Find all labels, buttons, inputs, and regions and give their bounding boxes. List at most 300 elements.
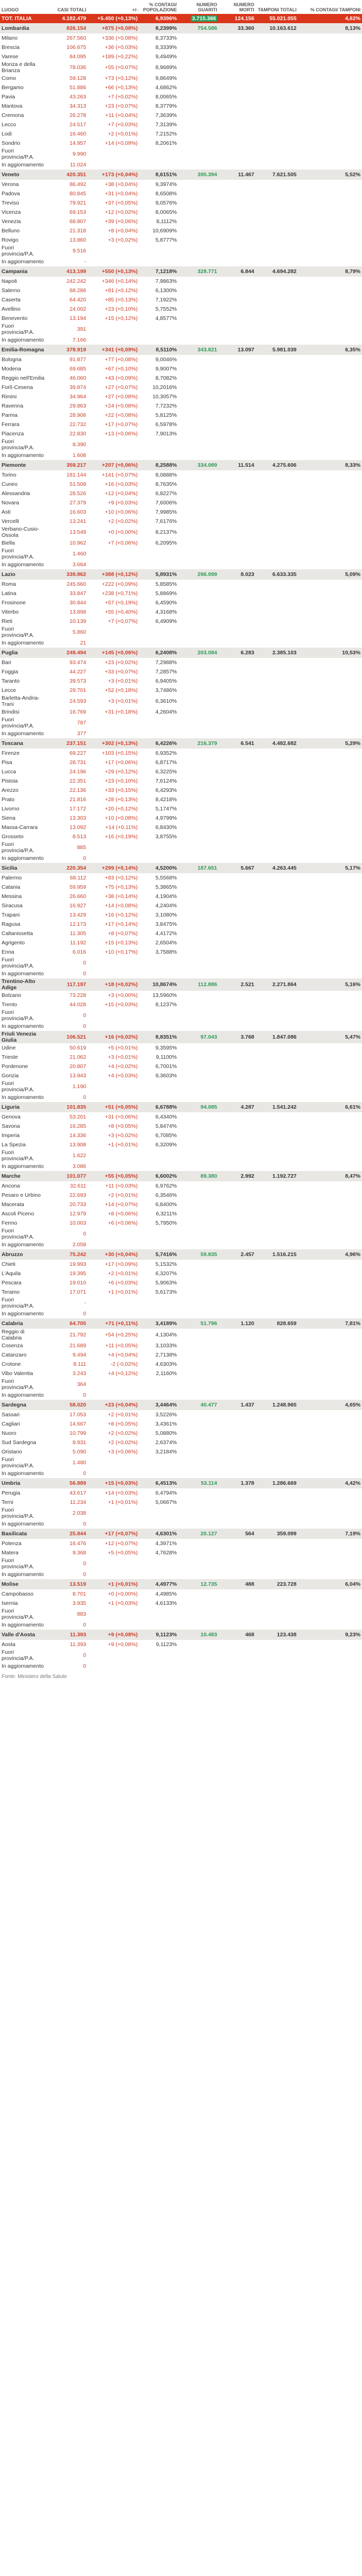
province-ratio [298, 776, 362, 786]
region-row[interactable] [0, 863, 362, 873]
province-row [0, 101, 362, 111]
province-pop: 4,1304% [155, 1332, 177, 1338]
region-row[interactable] [0, 569, 362, 580]
province-pop [139, 245, 178, 257]
province-swabs [256, 1447, 298, 1456]
province-new [88, 1649, 139, 1662]
province-deaths [219, 517, 256, 526]
province-row [0, 1662, 362, 1671]
province-healed [178, 517, 219, 526]
province-ratio [298, 245, 362, 257]
province-healed [178, 920, 219, 929]
province-deaths [219, 420, 256, 429]
province-deaths [219, 1570, 256, 1579]
province-healed [178, 420, 219, 429]
region-row[interactable] [0, 460, 362, 470]
province-cases: 11.393 [70, 1641, 86, 1648]
province-ratio [298, 1080, 362, 1093]
province-ratio [298, 854, 362, 863]
province-ratio [298, 707, 362, 717]
province-new: +14 (+0,11%) [105, 824, 138, 831]
province-name: In aggiornamento [2, 259, 44, 265]
province-row [0, 580, 362, 589]
region-name: Umbria [0, 1478, 47, 1488]
province-new [88, 854, 139, 863]
province-ratio [298, 507, 362, 517]
province-new: +346 (+0,14%) [102, 278, 138, 284]
province-pop [139, 1507, 178, 1519]
region-new: +55 (+0,05%) [88, 1171, 139, 1181]
province-healed [178, 1620, 219, 1630]
region-row[interactable] [0, 1478, 362, 1488]
province-name: Fuori provincia/P.A. [2, 1297, 35, 1309]
province-pop: 5,8869% [155, 590, 177, 597]
province-deaths [219, 1378, 256, 1391]
region-healed [178, 1579, 219, 1589]
province-cases: 80.845 [69, 191, 86, 197]
province-cases: 10.139 [69, 618, 86, 624]
header-cases[interactable]: CASI TOTALI [57, 7, 86, 12]
province-swabs [256, 729, 298, 738]
region-swabs: 1.516.215 [256, 1249, 298, 1260]
province-cases: 21.318 [69, 228, 86, 234]
province-new [88, 323, 139, 335]
region-row[interactable] [0, 266, 362, 277]
province-swabs [256, 795, 298, 804]
province-cases: 13.303 [69, 815, 86, 821]
province-name: Bergamo [2, 84, 24, 91]
region-deaths: 33.360 [219, 23, 256, 33]
province-pop: 5,7552% [155, 306, 177, 312]
province-row [0, 1410, 362, 1419]
province-pop: 9,1123% [156, 1641, 177, 1648]
province-row [0, 626, 362, 638]
province-pop [139, 1608, 178, 1620]
province-new: +3 (+0,01%) [108, 1054, 138, 1060]
province-cases: 5.090 [72, 1449, 86, 1455]
province-ratio [298, 120, 362, 129]
province-pop: 7,3139% [155, 122, 177, 128]
region-ratio: 7,81% [298, 1318, 362, 1329]
province-name: Fermo [2, 1220, 18, 1226]
province-row [0, 83, 362, 92]
province-ratio [298, 61, 362, 74]
province-cases: 30.844 [69, 600, 86, 606]
province-name: In aggiornamento [2, 855, 44, 861]
province-ratio [298, 1557, 362, 1570]
province-cases: 19.993 [69, 1261, 86, 1267]
province-name: Trapani [2, 912, 20, 918]
province-healed [178, 1022, 219, 1031]
province-ratio [298, 323, 362, 335]
province-cases: 0 [83, 1561, 86, 1567]
province-cases: 13.241 [69, 518, 86, 524]
province-healed [178, 1191, 219, 1200]
province-deaths [219, 1209, 256, 1218]
header-healed[interactable]: NUMERO GUARITI [196, 2, 217, 12]
province-cases: 28.906 [69, 412, 86, 418]
province-cases: 24.517 [69, 122, 86, 128]
province-row [0, 392, 362, 401]
province-pop [139, 729, 178, 738]
province-ratio [298, 1391, 362, 1400]
province-swabs [256, 245, 298, 257]
province-deaths [219, 658, 256, 667]
province-swabs [256, 1498, 298, 1507]
province-healed [178, 938, 219, 947]
region-ratio: 5,09% [298, 569, 362, 580]
province-swabs [256, 814, 298, 823]
region-swabs: 828.659 [256, 1318, 298, 1329]
province-swabs [256, 392, 298, 401]
total-pop: 6,9396% [139, 14, 178, 23]
region-healed-value: 94.085 [200, 1104, 217, 1110]
province-name: In aggiornamento [2, 1571, 44, 1578]
header-ratio[interactable]: % CONTAGI/ TAMPONI [310, 7, 360, 12]
region-ratio: 8,79% [298, 266, 362, 277]
province-swabs [256, 823, 298, 832]
province-healed [178, 1162, 219, 1171]
province-healed [178, 1410, 219, 1419]
header-deaths[interactable]: NUMERO MORTI [234, 2, 254, 12]
region-name: Toscana [0, 738, 47, 749]
province-new [88, 560, 139, 569]
region-pop: 5,7416% [139, 1249, 178, 1260]
header-swabs[interactable]: TAMPONI TOTALI [258, 7, 297, 12]
province-healed [178, 607, 219, 617]
province-new: +83 (+0,12%) [105, 875, 138, 881]
province-pop: 4,8577% [155, 315, 177, 321]
province-healed [178, 129, 219, 139]
province-cases: 14.957 [69, 140, 86, 146]
province-cases: 1.608 [72, 452, 86, 459]
province-cases: - [84, 259, 86, 265]
province-name: In aggiornamento [2, 1242, 44, 1248]
province-pop [139, 1009, 178, 1022]
region-healed [178, 345, 219, 355]
province-row [0, 480, 362, 489]
province-deaths [219, 686, 256, 695]
province-swabs [256, 148, 298, 160]
province-name: Taranto [2, 678, 20, 684]
region-cases: 56.889 [47, 1478, 88, 1488]
province-row [0, 498, 362, 507]
region-swabs: 1.847.086 [256, 1031, 298, 1043]
province-cases: 14.336 [69, 1132, 86, 1139]
province-healed [178, 1080, 219, 1093]
province-new [88, 1608, 139, 1620]
province-swabs [256, 686, 298, 695]
province-new: +5 (+0,01%) [108, 1045, 138, 1051]
province-new [88, 257, 139, 266]
province-new: +16 (+0,19%) [105, 834, 138, 840]
region-row[interactable] [0, 1630, 362, 1640]
province-swabs [256, 1053, 298, 1062]
region-new: +71 (+0,11%) [88, 1318, 139, 1329]
region-swabs: 123.438 [256, 1630, 298, 1640]
province-new: +66 (+0,13%) [105, 84, 138, 91]
province-pop: 3,8475% [155, 921, 177, 927]
province-new: +189 (+0,22%) [102, 54, 138, 60]
province-cases: 68.807 [69, 218, 86, 225]
province-pop: 8,1237% [155, 1002, 177, 1008]
province-name: L'Aquila [2, 1270, 21, 1277]
province-ratio [298, 526, 362, 538]
province-name: Trento [2, 1002, 17, 1008]
province-row [0, 1341, 362, 1350]
province-cases: 364 [77, 1381, 86, 1387]
province-swabs [256, 1599, 298, 1608]
province-new [88, 1080, 139, 1093]
region-deaths: 4.287 [219, 1102, 256, 1112]
region-row[interactable] [0, 1318, 362, 1329]
province-row [0, 1557, 362, 1570]
province-pop: 7,6176% [155, 518, 177, 524]
province-swabs [256, 707, 298, 717]
province-row [0, 1456, 362, 1469]
region-row[interactable] [0, 1400, 362, 1410]
province-ratio [298, 517, 362, 526]
province-ratio [298, 638, 362, 648]
province-deaths [219, 411, 256, 420]
province-ratio [298, 892, 362, 901]
province-ratio [298, 1297, 362, 1309]
province-swabs [256, 52, 298, 61]
province-new [88, 841, 139, 854]
province-name: Caserta [2, 297, 21, 303]
province-new: +23 (+0,07%) [105, 103, 138, 109]
province-cases: 84.095 [69, 54, 86, 60]
province-ratio [298, 420, 362, 429]
province-pop: 6,4590% [155, 600, 177, 606]
region-swabs: 2.385.103 [256, 648, 298, 658]
region-row[interactable] [0, 978, 362, 991]
total-new: +5.450 (+0,13%) [88, 14, 139, 23]
province-healed [178, 589, 219, 598]
province-cases: 245.660 [67, 581, 86, 587]
province-ratio [298, 991, 362, 1000]
province-new [88, 1519, 139, 1529]
province-swabs [256, 111, 298, 120]
region-row[interactable] [0, 23, 362, 33]
province-row [0, 991, 362, 1000]
province-ratio [298, 901, 362, 910]
region-row[interactable] [0, 345, 362, 355]
province-name: Vibo Valentia [2, 1370, 33, 1377]
province-cases: 21 [80, 640, 86, 646]
province-healed [178, 304, 219, 314]
province-name: Fuori provincia/P.A. [2, 245, 35, 257]
province-name: Pordenone [2, 1063, 28, 1070]
province-cases: 17.071 [69, 1289, 86, 1295]
province-ratio [298, 841, 362, 854]
province-swabs [256, 217, 298, 226]
province-name: Catanzaro [2, 1352, 27, 1358]
province-deaths [219, 1181, 256, 1191]
province-ratio [298, 1000, 362, 1009]
region-row[interactable] [0, 1171, 362, 1181]
province-name: Teramo [2, 1289, 20, 1295]
province-pop: 6,5978% [155, 421, 177, 428]
region-ratio: 5,52% [298, 170, 362, 180]
region-row[interactable] [0, 738, 362, 749]
region-row[interactable] [0, 1579, 362, 1589]
region-ratio: 7,19% [298, 1529, 362, 1539]
header-place[interactable]: LUOGO [2, 7, 19, 12]
province-cases: 0 [83, 1023, 86, 1029]
province-swabs [256, 1410, 298, 1419]
province-new [88, 1149, 139, 1162]
province-name: Piacenza [2, 431, 24, 437]
province-cases: 73.228 [69, 992, 86, 998]
province-swabs [256, 189, 298, 198]
province-swabs [256, 304, 298, 314]
province-ratio [298, 1507, 362, 1519]
region-name: Marche [0, 1171, 47, 1181]
region-row[interactable] [0, 1529, 362, 1539]
province-ratio [298, 198, 362, 208]
province-swabs [256, 1278, 298, 1287]
province-pop [139, 1378, 178, 1391]
province-name: Arezzo [2, 787, 19, 793]
province-ratio [298, 626, 362, 638]
province-cases: 12.173 [69, 921, 86, 927]
province-swabs [256, 355, 298, 364]
header-pop[interactable]: % CONTAGI/ POPOLAZIONE [143, 2, 177, 12]
province-swabs [256, 667, 298, 676]
province-ratio [298, 560, 362, 569]
province-healed [178, 1649, 219, 1662]
region-row[interactable] [0, 1102, 362, 1112]
province-cases: 9.990 [72, 151, 86, 157]
province-swabs [256, 947, 298, 957]
province-pop [139, 854, 178, 863]
region-healed-value: 203.084 [198, 650, 217, 656]
province-swabs [256, 33, 298, 43]
province-name: Napoli [2, 278, 17, 284]
province-row [0, 374, 362, 383]
province-pop [139, 560, 178, 569]
province-row [0, 607, 362, 617]
region-ratio: 4,42% [298, 1478, 362, 1488]
region-row[interactable] [0, 1031, 362, 1043]
province-healed [178, 667, 219, 676]
province-healed [178, 707, 219, 717]
province-healed [178, 686, 219, 695]
province-cases: 16.285 [69, 1123, 86, 1129]
province-row [0, 139, 362, 148]
province-deaths [219, 786, 256, 795]
province-name: In aggiornamento [2, 1663, 44, 1669]
province-deaths [219, 226, 256, 235]
region-ratio: 5,29% [298, 738, 362, 749]
region-row[interactable] [0, 648, 362, 658]
province-ratio [298, 814, 362, 823]
province-ratio [298, 1649, 362, 1662]
province-cases: 11.192 [70, 940, 86, 946]
province-cases: 13.092 [69, 824, 86, 831]
province-row [0, 804, 362, 814]
province-deaths [219, 120, 256, 129]
region-ratio: 8,47% [298, 1171, 362, 1181]
province-pop: 3,8755% [155, 834, 177, 840]
province-new: +8 (+0,04%) [108, 228, 138, 234]
province-new: +20 (+0,12%) [105, 806, 138, 812]
province-new: +238 (+0,71%) [102, 590, 138, 597]
province-healed [178, 910, 219, 920]
province-row [0, 695, 362, 707]
region-row[interactable] [0, 1249, 362, 1260]
province-row [0, 129, 362, 139]
province-cases: 3.243 [72, 1370, 86, 1377]
province-deaths [219, 1043, 256, 1053]
region-row[interactable] [0, 170, 362, 180]
province-name: Messina [2, 893, 22, 900]
province-name: Foggia [2, 669, 19, 675]
province-cases: 7.166 [72, 337, 86, 343]
province-name: In aggiornamento [2, 731, 44, 737]
province-name: Milano [2, 35, 18, 41]
province-row [0, 707, 362, 717]
province-healed [178, 43, 219, 52]
province-swabs [256, 758, 298, 767]
province-ratio [298, 823, 362, 832]
province-deaths [219, 814, 256, 823]
province-healed [178, 217, 219, 226]
province-row [0, 560, 362, 569]
province-new: +12 (+0,07%) [105, 1540, 138, 1547]
province-new: +12 (+0,04%) [105, 490, 138, 497]
province-new: +38 (+0,04%) [105, 181, 138, 188]
province-swabs [256, 1162, 298, 1171]
province-row [0, 180, 362, 189]
province-row [0, 1200, 362, 1209]
province-row [0, 1000, 362, 1009]
province-name: Savona [2, 1123, 20, 1129]
region-healed [178, 1630, 219, 1640]
province-healed [178, 314, 219, 323]
province-deaths [219, 1287, 256, 1297]
province-ratio [298, 1429, 362, 1438]
province-name: Terni [2, 1499, 13, 1505]
province-row [0, 189, 362, 198]
province-healed [178, 854, 219, 863]
province-row [0, 832, 362, 841]
province-pop: 4,1904% [155, 893, 177, 900]
province-name: Grosseto [2, 834, 24, 840]
province-pop: 3,7486% [155, 687, 177, 693]
province-cases: 10.003 [69, 1220, 86, 1226]
province-deaths [219, 598, 256, 607]
province-swabs [256, 676, 298, 686]
header-new[interactable]: +/- [132, 7, 138, 12]
province-deaths [219, 1140, 256, 1149]
province-cases: 0 [83, 1311, 86, 1317]
province-row [0, 589, 362, 598]
province-healed [178, 1640, 219, 1649]
province-row [0, 1378, 362, 1391]
province-new [88, 957, 139, 969]
province-cases: 8.513 [72, 834, 86, 840]
province-ratio [298, 383, 362, 392]
province-swabs [256, 638, 298, 648]
province-cases: 1.622 [72, 1153, 86, 1159]
province-row [0, 947, 362, 957]
region-name: Lombardia [0, 23, 47, 33]
region-healed-value: 12.735 [200, 1581, 217, 1587]
region-new: +23 (+0,04%) [88, 1400, 139, 1410]
province-new: +14 (+0,09%) [105, 140, 138, 146]
